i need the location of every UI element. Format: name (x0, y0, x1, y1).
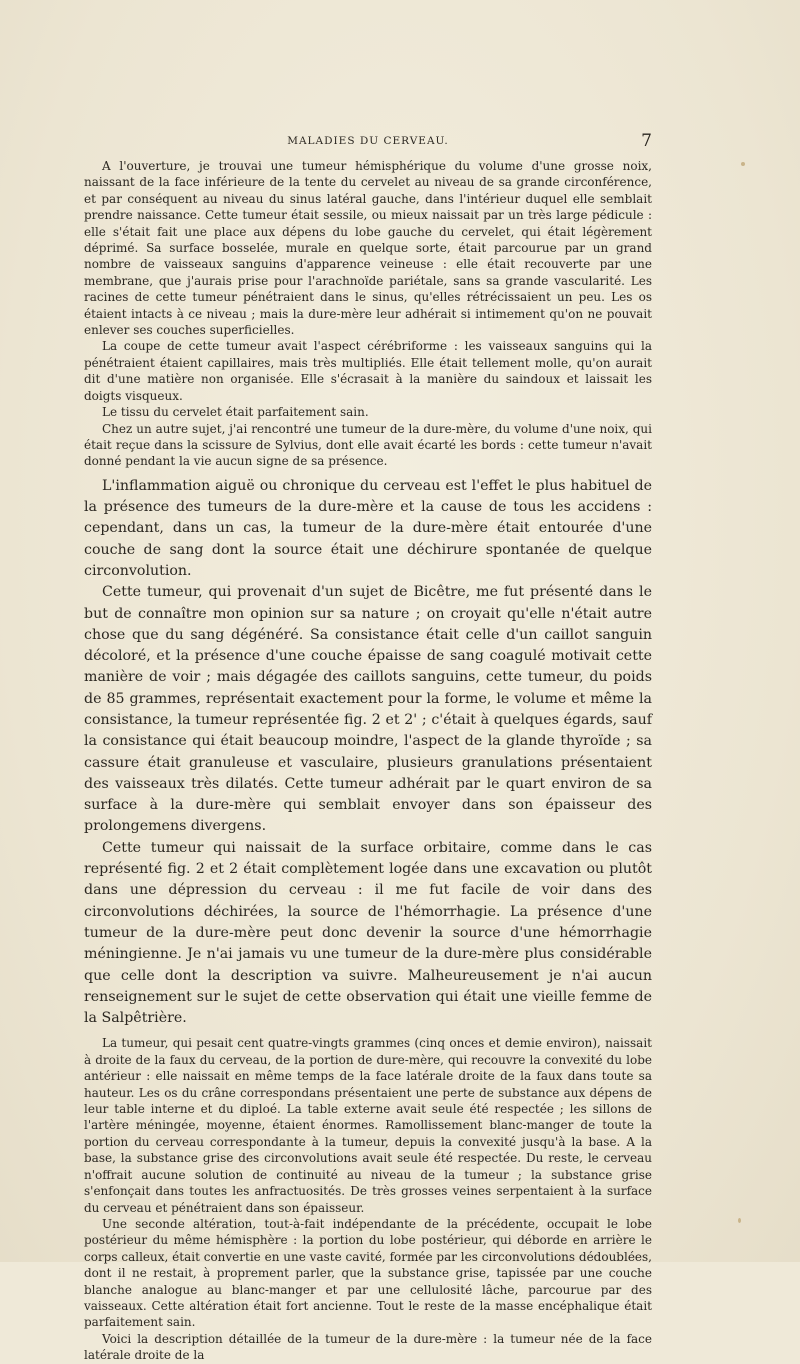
paragraph: La tumeur, qui pesait cent quatre-vingts grammes (cinq onces et demie environ), naissait à droite de la faux du cerveau, de la portion de dure-mère, qui recouvre la convexité du lobe antérieur : elle naissait en même temps de la face latérale droite de la faux dans toute sa hauteur. Les os du crâne correspondans présentaient une perte de substance aux dépens de leur table interne et du diploé. La table externe avait seule été respectée ; les sillons de l'artère méningée, moyenne, étaient énormes. Ramollissement blanc-manger de toute la portion du cerveau correspondante à la tumeur, depuis la convexité jusqu'à la base. A la base, la substance grise des circonvolutions avait seule été respectée. Du reste, le cerveau n'offrait aucune solution de continuité au niveau de la tumeur ; la substance grise s'enfonçait dans toutes les anfractuosités. De très grosses veines serpentaient à la surface du cerveau et pénétraient dans son épaisseur. (84, 1036, 652, 1215)
paragraph: A l'ouverture, je trouvai une tumeur hémisphérique du volume d'une grosse noix, naissant de la face inférieure de la tente du cervelet au niveau de sa grande circonférence, et par conséquent au niveau du sinus latéral gauche, dans l'intérieur duquel elle semblait prendre naissance. Cette tumeur était sessile, ou mieux naissait par un très large pédicule : elle s'était fait une place aux dépens du lobe gauche du cervelet, qui était légèrement déprimé. Sa surface bosselée, murale en quelque sorte, était parcourue par un grand nombre de vaisseaux sanguins d'apparence veineuse : elle était recouverte par une membrane, que j'aurais prise pour l'arachnoïde pariétale, sans sa grande vascularité. Les racines de cette tumeur pénétraient dans le sinus, qu'elles rétrécissaient un peu. Les os étaient intacts à ce niveau ; mais la dure-mère leur adhérait si intimement qu'on ne pouvait enlever ses couches superficielles. (84, 159, 652, 338)
paragraph: Voici la description détaillée de la tumeur de la dure-mère : la tumeur née de la face latérale droite de la (84, 1331, 652, 1363)
body-text (84, 158, 652, 1364)
paragraph: La coupe de cette tumeur avait l'aspect cérébriforme : les vaisseaux sanguins qui la pénétraient étaient capillaires, mais très multipliés. Elle était tellement molle, qu'on aurait dit d'une matière non organisée. Elle s'écrasait à la manière du saindoux et laissait les doigts visqueux. (84, 339, 652, 403)
paragraph: L'inflammation aiguë ou chronique du cerveau est l'effet le plus habituel de la présence des tumeurs de la dure-mère et la cause de tous les accidens : cependant, dans un cas, la tumeur de la dure-mère était entourée d'une couche de sang dont la source était une déchirure spontanée de quelque circonvolution. (84, 477, 652, 579)
paragraph: Cette tumeur, qui provenait d'un sujet de Bicêtre, me fut présenté dans le but de connaître mon opinion sur sa nature ; on croyait qu'elle n'était autre chose que du sang dégénéré. Sa consistance était celle d'un caillot sanguin décoloré, et la présence d'une couche épaisse de sang coagulé motivait cette manière de voir ; mais dégagée des caillots sanguins, cette tumeur, du poids de 85 grammes, représentait exactement pour la forme, le volume et même la consistance, la tumeur représentée fig. 2 et 2' ; c'était à quelques égards, sauf la consistance qui était beaucoup moindre, l'aspect de la glande thyroïde ; sa cassure était granuleuse et vasculaire, plusieurs granulations présentaient des vaisseaux très dilatés. Cette tumeur adhérait par le quart environ de sa surface à la dure-mère qui semblait envoyer dans son épaisseur des prolongemens divergens. (84, 584, 652, 835)
paper-speck (738, 1218, 741, 1223)
paragraph: Une seconde altération, tout-à-fait indépendante de la précédente, occupait le lobe postérieur du même hémisphère : la portion du lobe postérieur, qui déborde en arrière le corps calleux, était convertie en une vaste cavité, formée par les circonvolutions dédoublées, dont il ne restait, à proprement parler, que la substance grise, tapissée par une couche blanche analogue au blanc-manger et par une cellulosité lâche, parcourue par des vaisseaux. Cette altération était fort ancienne. Tout le reste de la masse encéphalique était parfaitement sain. (84, 1216, 652, 1330)
paper-speck (741, 162, 745, 166)
small-print-section-bottom (84, 1035, 652, 1363)
paragraph: Le tissu du cervelet était parfaitement sain. (102, 405, 369, 420)
running-title: MALADIES DU CERVEAU. (287, 135, 449, 147)
small-print-section-top (84, 158, 652, 470)
page-header (84, 131, 652, 151)
page-number: 7 (641, 131, 652, 151)
large-print-section (84, 476, 652, 1030)
paragraph: Cette tumeur qui naissait de la surface orbitaire, comme dans le cas représenté fig. 2 et 2 était complètement logée dans une excavation ou plutôt dans une dépression du cerveau : il me fut facile de voir dans des circonvolutions déchirées, la source de l'hémorrhagie. La présence d'une tumeur de la dure-mère peut donc devenir la source d'une hémorrhagie méningienne. Je n'ai jamais vu une tumeur de la dure-mère plus considérable que celle dont la description va suivre. Malheureusement je n'ai aucun renseignement sur le sujet de cette observation qui était une vieille femme de la Salpêtrière. (84, 839, 652, 1027)
paragraph: Chez un autre sujet, j'ai rencontré une tumeur de la dure-mère, du volume d'une noix, qui était reçue dans la scissure de Sylvius, dont elle avait écarté les bords : cette tumeur n'avait donné pendant la vie aucun signe de sa présence. (84, 421, 652, 469)
